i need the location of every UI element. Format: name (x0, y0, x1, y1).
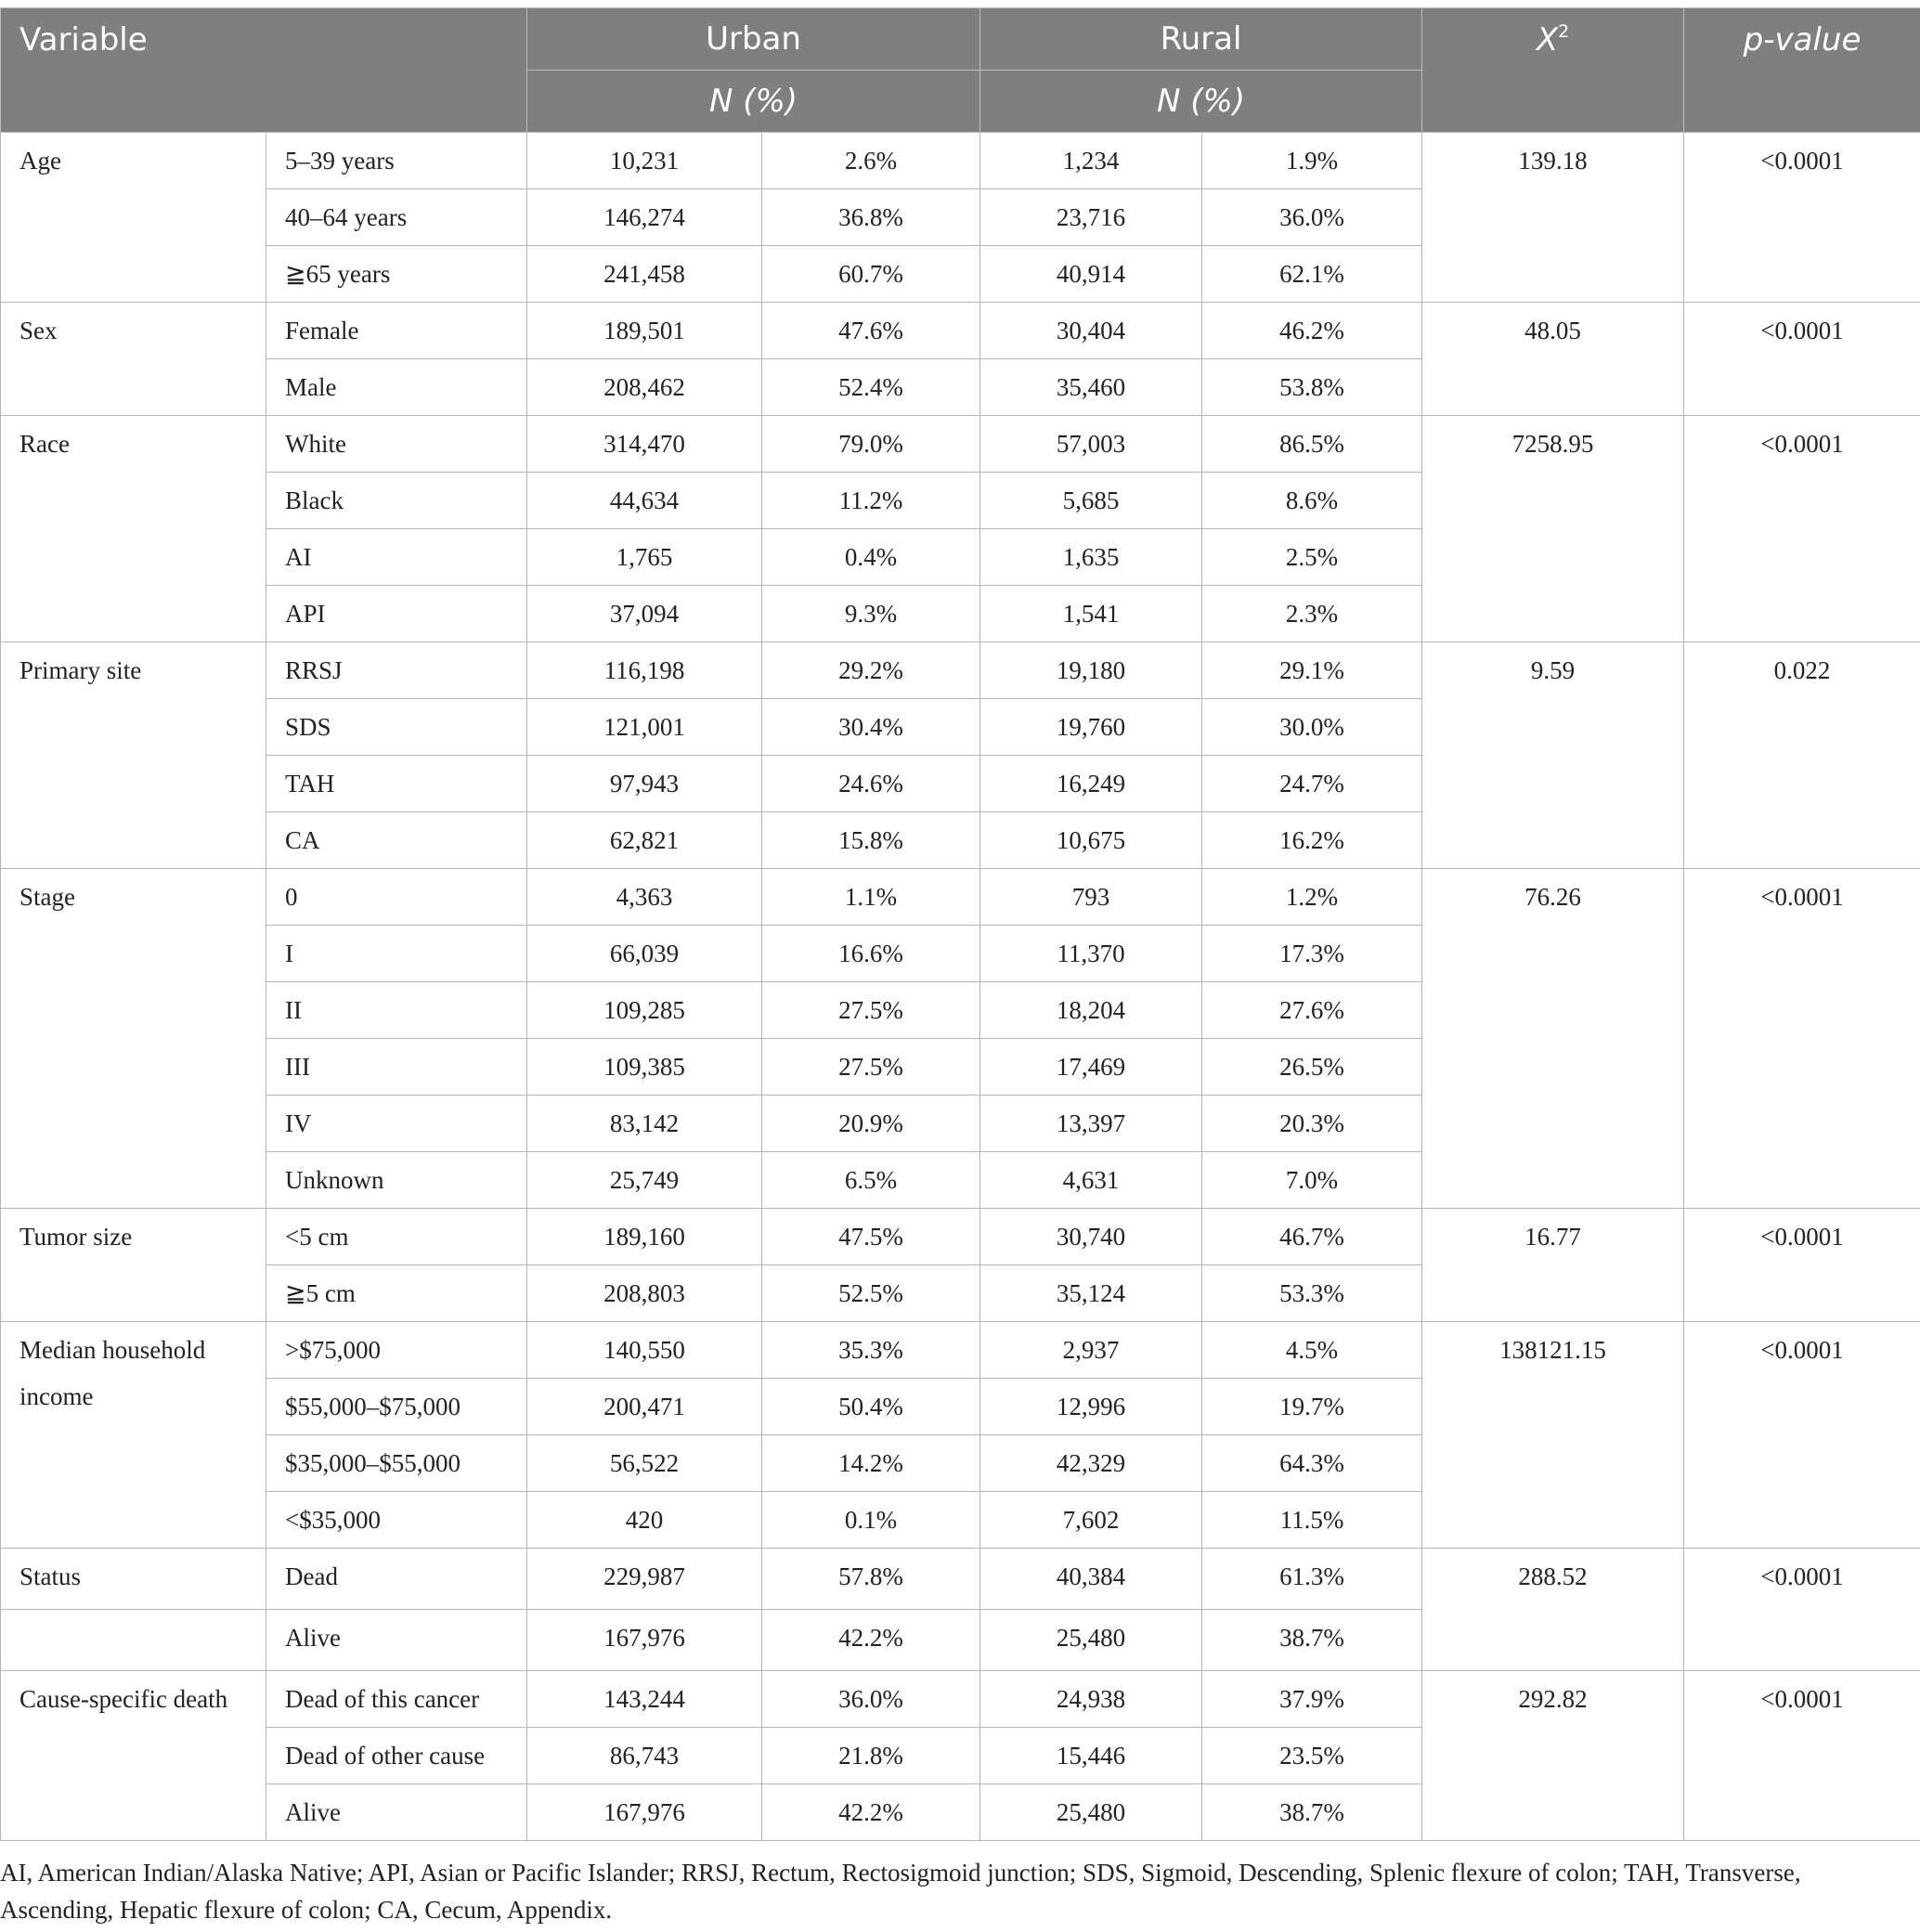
urban-n-cell: 167,976 (527, 1784, 762, 1841)
variable-cell: Age (1, 133, 266, 303)
category-cell: ≧5 cm (266, 1265, 527, 1322)
category-cell: Alive (266, 1784, 527, 1841)
urban-n-cell: 200,471 (527, 1379, 762, 1435)
table-row (1, 1671, 1920, 1728)
category-cell: Dead (266, 1549, 527, 1610)
rural-n-cell: 15,446 (980, 1728, 1202, 1784)
rural-pct-cell: 46.7% (1202, 1209, 1422, 1265)
rural-pct-cell: 2.3% (1202, 586, 1422, 642)
urban-pct-cell: 36.8% (762, 189, 980, 246)
rural-pct-cell: 4.5% (1202, 1322, 1422, 1379)
variable-cell: Tumor size (1, 1209, 266, 1322)
urban-n-cell: 121,001 (527, 699, 762, 756)
category-cell: 5–39 years (266, 133, 527, 189)
urban-pct-cell: 36.0% (762, 1671, 980, 1728)
rural-pct-cell: 8.6% (1202, 473, 1422, 529)
p-value-cell: <0.0001 (1684, 416, 1920, 642)
table-container (0, 7, 1920, 1928)
rural-n-cell: 17,469 (980, 1039, 1202, 1096)
category-cell: Dead of other cause (266, 1728, 527, 1784)
urban-n-cell: 37,094 (527, 586, 762, 642)
rural-n-cell: 24,938 (980, 1671, 1202, 1728)
rural-pct-cell: 53.3% (1202, 1265, 1422, 1322)
rural-n-cell: 30,740 (980, 1209, 1202, 1265)
p-value-cell: <0.0001 (1684, 869, 1920, 1209)
rural-pct-cell: 19.7% (1202, 1379, 1422, 1435)
rural-n-cell: 4,631 (980, 1152, 1202, 1209)
rural-pct-cell: 20.3% (1202, 1096, 1422, 1152)
urban-pct-cell: 47.6% (762, 303, 980, 359)
rural-pct-cell: 27.6% (1202, 982, 1422, 1039)
category-cell: Female (266, 303, 527, 359)
header-urban: Urban (527, 8, 980, 71)
rural-n-cell: 7,602 (980, 1492, 1202, 1549)
urban-n-cell: 208,803 (527, 1265, 762, 1322)
p-value-cell: <0.0001 (1684, 303, 1920, 416)
rural-n-cell: 18,204 (980, 982, 1202, 1039)
table-row (1, 869, 1920, 926)
urban-pct-cell: 47.5% (762, 1209, 980, 1265)
urban-pct-cell: 52.4% (762, 359, 980, 416)
table-row (1, 1549, 1920, 1610)
urban-pct-cell: 24.6% (762, 756, 980, 812)
urban-pct-cell: 42.2% (762, 1784, 980, 1841)
rural-n-cell: 19,180 (980, 642, 1202, 699)
urban-n-cell: 189,501 (527, 303, 762, 359)
rural-n-cell: 30,404 (980, 303, 1202, 359)
variable-cell (1, 1610, 266, 1671)
rural-pct-cell: 53.8% (1202, 359, 1422, 416)
urban-n-cell: 140,550 (527, 1322, 762, 1379)
rural-n-cell: 2,937 (980, 1322, 1202, 1379)
category-cell: I (266, 926, 527, 982)
p-value-cell: <0.0001 (1684, 1549, 1920, 1671)
rural-n-cell: 11,370 (980, 926, 1202, 982)
variable-cell: Median household income (1, 1322, 266, 1549)
urban-n-cell: 229,987 (527, 1549, 762, 1610)
chi-square-cell: 138121.15 (1422, 1322, 1684, 1549)
urban-pct-cell: 21.8% (762, 1728, 980, 1784)
urban-n-cell: 10,231 (527, 133, 762, 189)
urban-n-cell: 146,274 (527, 189, 762, 246)
header-rural-n-pct: N (%) (980, 71, 1422, 133)
table-row (1, 416, 1920, 473)
urban-pct-cell: 20.9% (762, 1096, 980, 1152)
urban-n-cell: 189,160 (527, 1209, 762, 1265)
rural-n-cell: 16,249 (980, 756, 1202, 812)
category-cell: IV (266, 1096, 527, 1152)
urban-n-cell: 420 (527, 1492, 762, 1549)
chi-square-cell: 7258.95 (1422, 416, 1684, 642)
urban-n-cell: 83,142 (527, 1096, 762, 1152)
urban-n-cell: 167,976 (527, 1610, 762, 1671)
rural-n-cell: 5,685 (980, 473, 1202, 529)
urban-n-cell: 1,765 (527, 529, 762, 586)
p-value-cell: 0.022 (1684, 642, 1920, 869)
category-cell: II (266, 982, 527, 1039)
rural-n-cell: 793 (980, 869, 1202, 926)
rural-pct-cell: 26.5% (1202, 1039, 1422, 1096)
chi-square-cell: 76.26 (1422, 869, 1684, 1209)
category-cell: White (266, 416, 527, 473)
category-cell: Dead of this cancer (266, 1671, 527, 1728)
rural-n-cell: 1,234 (980, 133, 1202, 189)
table-row (1, 133, 1920, 189)
variable-cell: Primary site (1, 642, 266, 869)
urban-pct-cell: 14.2% (762, 1435, 980, 1492)
chi-superscript: 2 (1558, 21, 1570, 42)
urban-pct-cell: 57.8% (762, 1549, 980, 1610)
chi-square-cell: 9.59 (1422, 642, 1684, 869)
urban-n-cell: 97,943 (527, 756, 762, 812)
urban-pct-cell: 60.7% (762, 246, 980, 303)
urban-pct-cell: 27.5% (762, 982, 980, 1039)
category-cell: SDS (266, 699, 527, 756)
chi-square-cell: 288.52 (1422, 1549, 1684, 1671)
rural-n-cell: 25,480 (980, 1610, 1202, 1671)
category-cell: 0 (266, 869, 527, 926)
rural-n-cell: 25,480 (980, 1784, 1202, 1841)
rural-n-cell: 23,716 (980, 189, 1202, 246)
urban-n-cell: 241,458 (527, 246, 762, 303)
category-cell: Black (266, 473, 527, 529)
p-value-cell: <0.0001 (1684, 133, 1920, 303)
table-row (1, 1322, 1920, 1379)
category-cell: CA (266, 812, 527, 869)
rural-pct-cell: 86.5% (1202, 416, 1422, 473)
chi-square-cell: 292.82 (1422, 1671, 1684, 1841)
category-cell: TAH (266, 756, 527, 812)
rural-n-cell: 40,914 (980, 246, 1202, 303)
variable-cell: Sex (1, 303, 266, 416)
urban-pct-cell: 35.3% (762, 1322, 980, 1379)
urban-pct-cell: 9.3% (762, 586, 980, 642)
rural-n-cell: 57,003 (980, 416, 1202, 473)
category-cell: $35,000–$55,000 (266, 1435, 527, 1492)
urban-n-cell: 314,470 (527, 416, 762, 473)
urban-pct-cell: 2.6% (762, 133, 980, 189)
rural-pct-cell: 23.5% (1202, 1728, 1422, 1784)
urban-n-cell: 86,743 (527, 1728, 762, 1784)
urban-n-cell: 25,749 (527, 1152, 762, 1209)
rural-pct-cell: 38.7% (1202, 1610, 1422, 1671)
urban-n-cell: 66,039 (527, 926, 762, 982)
urban-n-cell: 4,363 (527, 869, 762, 926)
category-cell: API (266, 586, 527, 642)
rural-pct-cell: 37.9% (1202, 1671, 1422, 1728)
table-header (1, 8, 1920, 133)
chi-square-cell: 48.05 (1422, 303, 1684, 416)
urban-n-cell: 56,522 (527, 1435, 762, 1492)
urban-pct-cell: 6.5% (762, 1152, 980, 1209)
urban-pct-cell: 52.5% (762, 1265, 980, 1322)
rural-pct-cell: 1.2% (1202, 869, 1422, 926)
rural-pct-cell: 30.0% (1202, 699, 1422, 756)
table-footnote: AI, American Indian/Alaska Native; API, Asian or Pacific Islander; RRSJ, Rectum, Rectosigmoid junction; SDS, Sigmoid, Descending, Splenic flexure of colon; TAH, Transverse, Ascending, Hepatic flexure of colon; CA, Cecum, Appendix. (0, 1859, 1801, 1924)
header-urban-n-pct: N (%) (527, 71, 980, 133)
category-cell: >$75,000 (266, 1322, 527, 1379)
urban-pct-cell: 50.4% (762, 1379, 980, 1435)
rural-n-cell: 10,675 (980, 812, 1202, 869)
rural-n-cell: 19,760 (980, 699, 1202, 756)
rural-n-cell: 13,397 (980, 1096, 1202, 1152)
rural-pct-cell: 64.3% (1202, 1435, 1422, 1492)
urban-pct-cell: 15.8% (762, 812, 980, 869)
urban-pct-cell: 79.0% (762, 416, 980, 473)
chi-square-cell: 16.77 (1422, 1209, 1684, 1322)
urban-rural-table (0, 7, 1920, 1841)
header-chi-square (1422, 8, 1684, 133)
urban-pct-cell: 11.2% (762, 473, 980, 529)
variable-cell: Stage (1, 869, 266, 1209)
variable-cell: Race (1, 416, 266, 642)
rural-pct-cell: 61.3% (1202, 1549, 1422, 1610)
header-variable: Variable (1, 8, 527, 133)
rural-pct-cell: 7.0% (1202, 1152, 1422, 1209)
rural-pct-cell: 11.5% (1202, 1492, 1422, 1549)
category-cell: 40–64 years (266, 189, 527, 246)
category-cell: Male (266, 359, 527, 416)
chi-square-cell: 139.18 (1422, 133, 1684, 303)
category-cell: III (266, 1039, 527, 1096)
category-cell: $55,000–$75,000 (266, 1379, 527, 1435)
table-row (1, 1209, 1920, 1265)
rural-pct-cell: 1.9% (1202, 133, 1422, 189)
category-cell: <$35,000 (266, 1492, 527, 1549)
p-value-cell: <0.0001 (1684, 1671, 1920, 1841)
variable-cell: Cause-specific death (1, 1671, 266, 1841)
rural-pct-cell: 17.3% (1202, 926, 1422, 982)
urban-n-cell: 116,198 (527, 642, 762, 699)
rural-n-cell: 35,460 (980, 359, 1202, 416)
table-row (1, 642, 1920, 699)
urban-pct-cell: 42.2% (762, 1610, 980, 1671)
rural-n-cell: 40,384 (980, 1549, 1202, 1610)
category-cell: <5 cm (266, 1209, 527, 1265)
rural-pct-cell: 24.7% (1202, 756, 1422, 812)
header-rural: Rural (980, 8, 1422, 71)
urban-n-cell: 62,821 (527, 812, 762, 869)
p-value-cell: <0.0001 (1684, 1322, 1920, 1549)
urban-pct-cell: 0.1% (762, 1492, 980, 1549)
urban-pct-cell: 16.6% (762, 926, 980, 982)
urban-pct-cell: 0.4% (762, 529, 980, 586)
table-body (1, 133, 1920, 1841)
chi-symbol: X (1536, 21, 1559, 58)
urban-n-cell: 143,244 (527, 1671, 762, 1728)
urban-pct-cell: 27.5% (762, 1039, 980, 1096)
rural-pct-cell: 2.5% (1202, 529, 1422, 586)
urban-pct-cell: 30.4% (762, 699, 980, 756)
p-value-cell: <0.0001 (1684, 1209, 1920, 1322)
category-cell: AI (266, 529, 527, 586)
rural-pct-cell: 16.2% (1202, 812, 1422, 869)
rural-pct-cell: 36.0% (1202, 189, 1422, 246)
urban-n-cell: 109,285 (527, 982, 762, 1039)
header-p-value: p-value (1684, 8, 1920, 133)
rural-n-cell: 1,635 (980, 529, 1202, 586)
rural-n-cell: 12,996 (980, 1379, 1202, 1435)
category-cell: Unknown (266, 1152, 527, 1209)
urban-n-cell: 109,385 (527, 1039, 762, 1096)
rural-pct-cell: 46.2% (1202, 303, 1422, 359)
urban-pct-cell: 1.1% (762, 869, 980, 926)
table-row (1, 303, 1920, 359)
category-cell: ≧65 years (266, 246, 527, 303)
rural-pct-cell: 29.1% (1202, 642, 1422, 699)
rural-pct-cell: 62.1% (1202, 246, 1422, 303)
urban-n-cell: 44,634 (527, 473, 762, 529)
rural-n-cell: 42,329 (980, 1435, 1202, 1492)
rural-n-cell: 35,124 (980, 1265, 1202, 1322)
category-cell: Alive (266, 1610, 527, 1671)
category-cell: RRSJ (266, 642, 527, 699)
rural-pct-cell: 38.7% (1202, 1784, 1422, 1841)
urban-pct-cell: 29.2% (762, 642, 980, 699)
urban-n-cell: 208,462 (527, 359, 762, 416)
rural-n-cell: 1,541 (980, 586, 1202, 642)
variable-cell: Status (1, 1549, 266, 1610)
